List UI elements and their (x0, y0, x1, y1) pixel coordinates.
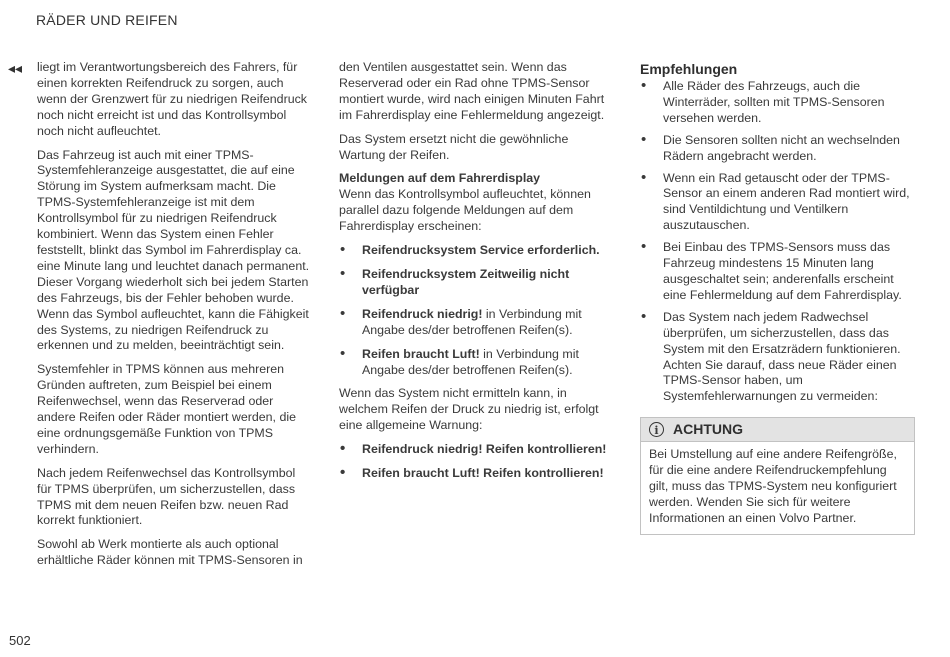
column-2 (339, 60, 614, 490)
message-text: in Verbindung mit Angabe des/der betroffenen Reifen(s). (362, 346, 579, 377)
paragraph: liegt im Verantwortungsbereich des Fahrers, für einen korrekten Reifendruck zu sorgen, auch wenn der Grenzwert für zu niedrigen Reifendruck noch nicht erreicht ist und das Kontrollsymbol noch nicht aufleuchtet. (37, 60, 307, 138)
info-icon: i (649, 422, 664, 437)
message-bold: Reifendrucksystem Service erforderlich. (362, 243, 600, 258)
list-item (339, 307, 614, 339)
message-bold: Reifendrucksystem Zeitweilig nicht verfügbar (362, 266, 570, 297)
paragraph: den Ventilen ausgestattet sein. Wenn das Reserverad oder ein Rad ohne TPMS-Sensor montiert wurde, wird nach einigen Minuten Fahrt im Fahrerdisplay eine Fehlermeldung angezeigt. (339, 60, 605, 122)
paragraph: Wenn das System nicht ermitteln kann, in welchem Reifen der Druck zu niedrig ist, erfolgt eine allgemeine Warnung: (339, 386, 599, 433)
column-1 (37, 60, 312, 577)
warning-list (339, 442, 614, 482)
message-bold: Reifen braucht Luft! (362, 346, 480, 361)
recommendation-list (640, 79, 915, 405)
continued-arrow-icon: ◂◂ (8, 60, 23, 76)
section-title: Empfehlungen (640, 61, 738, 77)
list-item (339, 347, 614, 379)
list-item (339, 243, 614, 259)
list-item: • Reifendruck niedrig! Reifen kontrollieren! (339, 442, 614, 458)
paragraph: Systemfehler in TPMS können aus mehreren Gründen auftreten, zum Beispiel bei einem Reifenwechsel, wenn das Reserverad oder andere Reifen oder Räder montiert werden, die eine ordnungsgemäße Funktion von TPMS verhindern. (37, 362, 296, 456)
page-number: 502 (9, 633, 31, 648)
list-item (339, 267, 614, 299)
list-item: • Bei Einbau des TPMS-Sensors muss das Fahrzeug mindestens 15 Minuten lang ausgeschaltet sein; anderenfalls erscheint eine Fehlermeldung auf dem Fahrerdisplay. (640, 240, 915, 304)
warning-box-header (641, 418, 914, 442)
page-header: RÄDER UND REIFEN (36, 12, 178, 28)
list-item: • Die Sensoren sollten nicht an wechselnden Rädern angebracht werden. (640, 133, 915, 165)
message-list (339, 243, 614, 378)
message-bold: Reifendruck niedrig! (362, 306, 483, 321)
list-item: • Reifen braucht Luft! Reifen kontrollieren! (339, 466, 614, 482)
warning-title: ACHTUNG (673, 420, 743, 437)
paragraph: Das System ersetzt nicht die gewöhnliche Wartung der Reifen. (339, 131, 569, 162)
paragraph: Nach jedem Reifenwechsel das Kontrollsymbol für TPMS überprüfen, um sicherzustellen, dass TPMS mit dem neuen Reifen bzw. neuen Rad korrekt funktioniert. (37, 465, 296, 528)
warning-text: Bei Umstellung auf eine andere Reifengröße, für die eine andere Reifendruckempfehlung gilt, muss das TPMS-System neu konfiguriert werden. Wenden Sie sich für weitere Informationen an einen Volvo Partner. (649, 447, 897, 525)
warning-box (640, 417, 915, 535)
list-item: • Alle Räder des Fahrzeugs, auch die Winterräder, sollten mit TPMS-Sensoren versehen werden. (640, 79, 915, 127)
list-item: • Wenn ein Rad getauscht oder der TPMS-Sensor an einem anderen Rad montiert wird, sind Ventildichtung und Ventilkern auszutauschen. (640, 171, 915, 235)
paragraph: Wenn das Kontrollsymbol aufleuchtet, können parallel dazu folgende Meldungen auf dem Fahrerdisplay erscheinen: (339, 187, 591, 234)
subheading: Meldungen auf dem Fahrerdisplay (339, 171, 541, 186)
list-item: • Das System nach jedem Radwechsel überprüfen, um sicherzustellen, dass das System mit den Ersatzrädern funktionieren. Achten Sie darauf, dass neue Räder einen TPMS-Sensor haben, um Systemfehlerwarnungen zu vermeiden: (640, 310, 915, 405)
paragraph: Sowohl ab Werk montierte als auch optional erhältliche Räder können mit TPMS-Sensoren in (37, 537, 303, 568)
column-3 (640, 60, 915, 535)
paragraph: Das Fahrzeug ist auch mit einer TPMS-Systemfehleranzeige ausgestattet, die auf eine Störung im System aufmerksam macht. Die TPMS-Systemfehleranzeige ist mit dem Kontrollsymbol für zu niedrigen Reifendruck kombiniert. Wenn das System einen Fehler feststellt, blinkt das Symbol im Fahrerdisplay ca. eine Minute lang und leuchtet danach permanent. Dieser Vorgang wiederholt sich bei jedem Starten des Fahrzeugs, bis der Fehler behoben wurde. Wenn das Symbol aufleuchtet, kann die Fähigkeit des Systems, zu niedrigen Reifendruck zu erkennen und zu melden, beeinträchtigt sein. (37, 147, 310, 353)
message-text: in Verbindung mit Angabe des/der betroffenen Reifen(s). (362, 306, 582, 337)
